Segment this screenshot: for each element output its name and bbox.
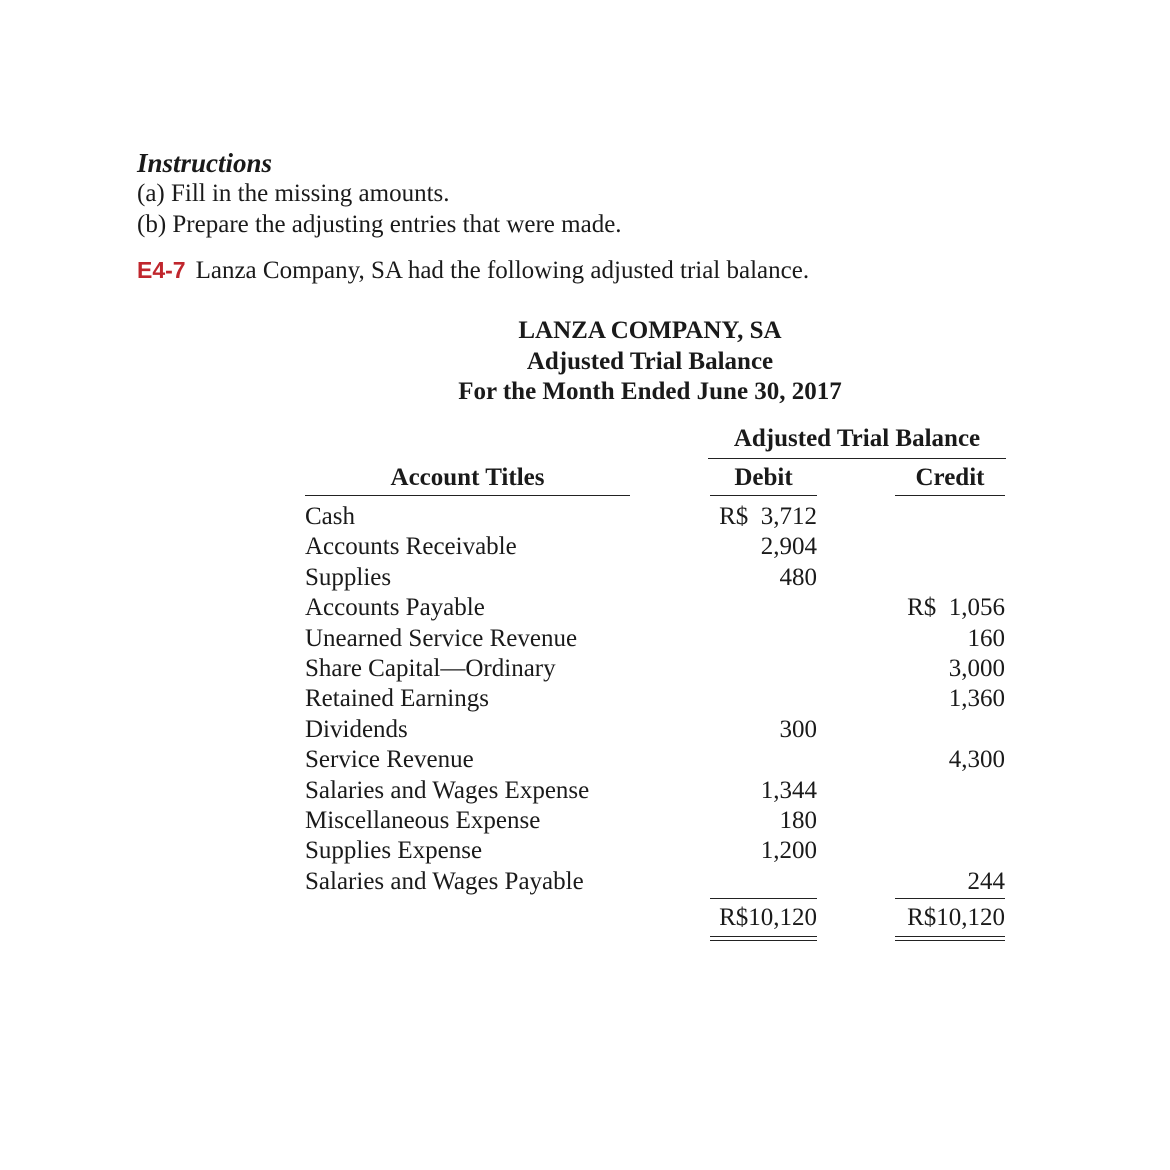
table-row — [0, 745, 1170, 775]
account-title: Accounts Payable — [305, 594, 485, 622]
credit-amount: 1,360 — [948, 685, 1005, 713]
sum-rule — [895, 898, 1005, 899]
debit-amount: 300 — [779, 715, 817, 743]
header-rule — [710, 495, 817, 496]
sum-rule — [710, 898, 817, 899]
statement-title: Adjusted Trial Balance — [526, 347, 774, 375]
column-group-header: Adjusted Trial Balance — [733, 425, 981, 452]
header-rule — [305, 495, 630, 496]
trial-balance-rows — [0, 502, 1170, 897]
credit-amount: 3,000 — [948, 654, 1005, 682]
total-debit: R$10,120 — [719, 904, 817, 931]
table-row — [0, 806, 1170, 836]
exercise-text: Lanza Company, SA had the following adjusted trial balance. — [195, 257, 810, 284]
credit-header: Credit — [915, 464, 985, 491]
debit-amount: 1,344 — [760, 776, 817, 804]
table-row — [0, 715, 1170, 745]
account-title: Salaries and Wages Expense — [305, 776, 590, 804]
double-underline — [710, 936, 817, 941]
total-credit: R$10,120 — [907, 904, 1005, 931]
debit-amount: 480 — [779, 563, 817, 591]
double-underline — [895, 936, 1005, 941]
table-row — [0, 532, 1170, 562]
account-title: Salaries and Wages Payable — [305, 867, 584, 895]
table-row — [0, 593, 1170, 623]
credit-amount: 4,300 — [948, 746, 1005, 774]
account-titles-header: Account Titles — [390, 464, 545, 491]
table-row — [0, 624, 1170, 654]
account-title: Dividends — [305, 715, 408, 743]
account-title: Service Revenue — [305, 746, 474, 774]
debit-amount: 2,904 — [760, 533, 817, 561]
account-title: Miscellaneous Expense — [305, 806, 541, 834]
credit-amount: 160 — [967, 624, 1005, 652]
credit-amount: R$ 1,056 — [907, 594, 1005, 622]
account-title: Accounts Receivable — [305, 533, 517, 561]
debit-amount: 1,200 — [760, 837, 817, 865]
account-title: Supplies — [305, 563, 392, 591]
debit-amount: R$ 3,712 — [719, 503, 817, 530]
table-row — [0, 776, 1170, 806]
account-title: Unearned Service Revenue — [305, 624, 578, 652]
table-row — [0, 563, 1170, 593]
exercise-statement — [137, 257, 809, 285]
instructions-heading: Instructions — [137, 148, 273, 178]
account-title: Share Capital—Ordinary — [305, 654, 556, 682]
table-row — [0, 836, 1170, 866]
table-row — [0, 684, 1170, 714]
credit-amount: 244 — [967, 867, 1005, 895]
debit-header: Debit — [734, 464, 793, 491]
company-name: LANZA COMPANY, SA — [518, 317, 782, 344]
statement-heading — [400, 316, 900, 408]
table-row — [0, 867, 1170, 897]
account-title: Retained Earnings — [305, 685, 489, 713]
exercise-code: E4-7 — [137, 257, 186, 283]
statement-period: For the Month Ended June 30, 2017 — [458, 378, 842, 405]
table-row — [0, 502, 1170, 532]
header-rule — [895, 495, 1005, 496]
account-title: Cash — [305, 503, 355, 530]
column-group-rule — [708, 458, 1006, 459]
table-row — [0, 654, 1170, 684]
debit-amount: 180 — [779, 806, 817, 834]
instruction-item: (b) Prepare the adjusting entries that were made. — [137, 211, 622, 238]
account-title: Supplies Expense — [305, 837, 483, 865]
instruction-item: (a) Fill in the missing amounts. — [137, 180, 450, 207]
